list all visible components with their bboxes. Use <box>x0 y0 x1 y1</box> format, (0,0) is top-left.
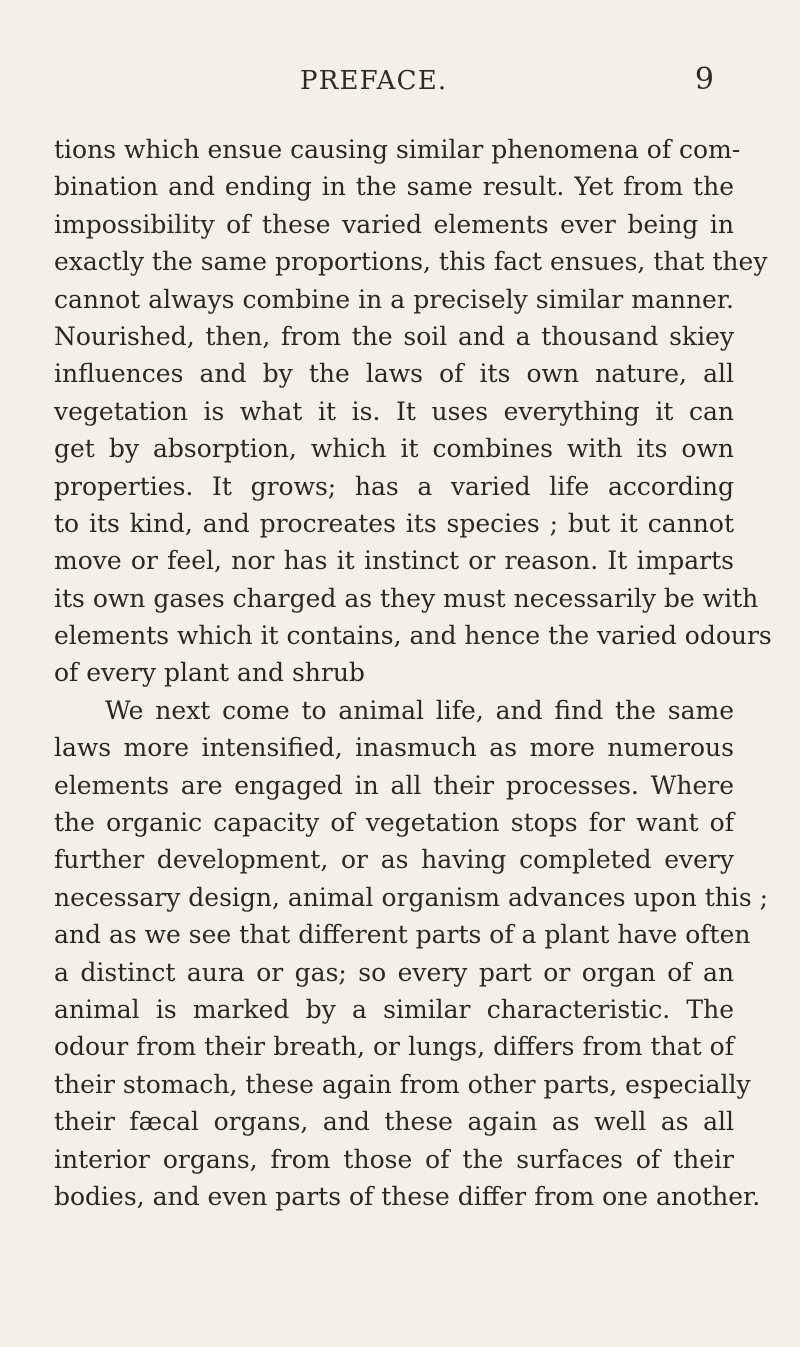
text-line: bodies, and even parts of these differ from one another. <box>54 1181 761 1211</box>
text-line: elements are engaged in all their processes. Where <box>54 770 734 800</box>
text-line: to its kind, and procreates its species ; but it cannot <box>54 508 734 538</box>
text-line: move or feel, nor has it instinct or reason. It imparts <box>54 546 734 576</box>
text-line: bination and ending in the same result. Yet from the <box>54 172 734 202</box>
text-line: tions which ensue causing similar phenomena of com- <box>54 135 741 164</box>
text-line: exactly the same proportions, this fact ensues, that they <box>54 247 768 277</box>
text-line: further development, or as having completed every <box>54 845 734 875</box>
text-line: a distinct aura or gas; so every part or organ of an <box>54 957 734 987</box>
text-line: elements which it contains, and hence the varied odours <box>54 621 772 651</box>
paragraph-first-line: We next come to animal life, and find the same <box>105 695 734 725</box>
text-line: the organic capacity of vegetation stops for want of <box>54 808 734 838</box>
text-line: animal is marked by a similar characteristic. The <box>54 994 734 1024</box>
text-line: necessary design, animal organism advances upon this ; <box>54 882 769 912</box>
text-line: properties. It grows; has a varied life according <box>54 471 734 501</box>
text-line: odour from their breath, or lungs, differs from that of <box>54 1032 734 1062</box>
paragraph-end-line: of every plant and shrub <box>54 658 365 688</box>
text-line: their stomach, these again from other parts, especially <box>54 1069 751 1099</box>
text-line: its own gases charged as they must necessarily be with <box>54 583 759 613</box>
text-line: their fæcal organs, and these again as well as all <box>54 1107 734 1137</box>
page-number: 9 <box>694 62 714 97</box>
text-line: Nourished, then, from the soil and a thousand skiey <box>54 321 734 351</box>
text-line: impossibility of these varied elements ever being in <box>54 209 734 239</box>
text-line: vegetation is what it is. It uses everything it can <box>54 396 734 426</box>
text-line: and as we see that different parts of a plant have often <box>54 920 751 950</box>
text-line: cannot always combine in a precisely similar manner. <box>54 284 734 314</box>
text-line: laws more intensified, inasmuch as more numerous <box>54 733 734 763</box>
text-line: get by absorption, which it combines with its own <box>54 434 734 464</box>
running-head: PREFACE. <box>300 66 448 96</box>
text-line: influences and by the laws of its own nature, all <box>54 359 734 389</box>
text-line: interior organs, from those of the surfaces of their <box>54 1144 734 1174</box>
body-text <box>54 131 772 1215</box>
